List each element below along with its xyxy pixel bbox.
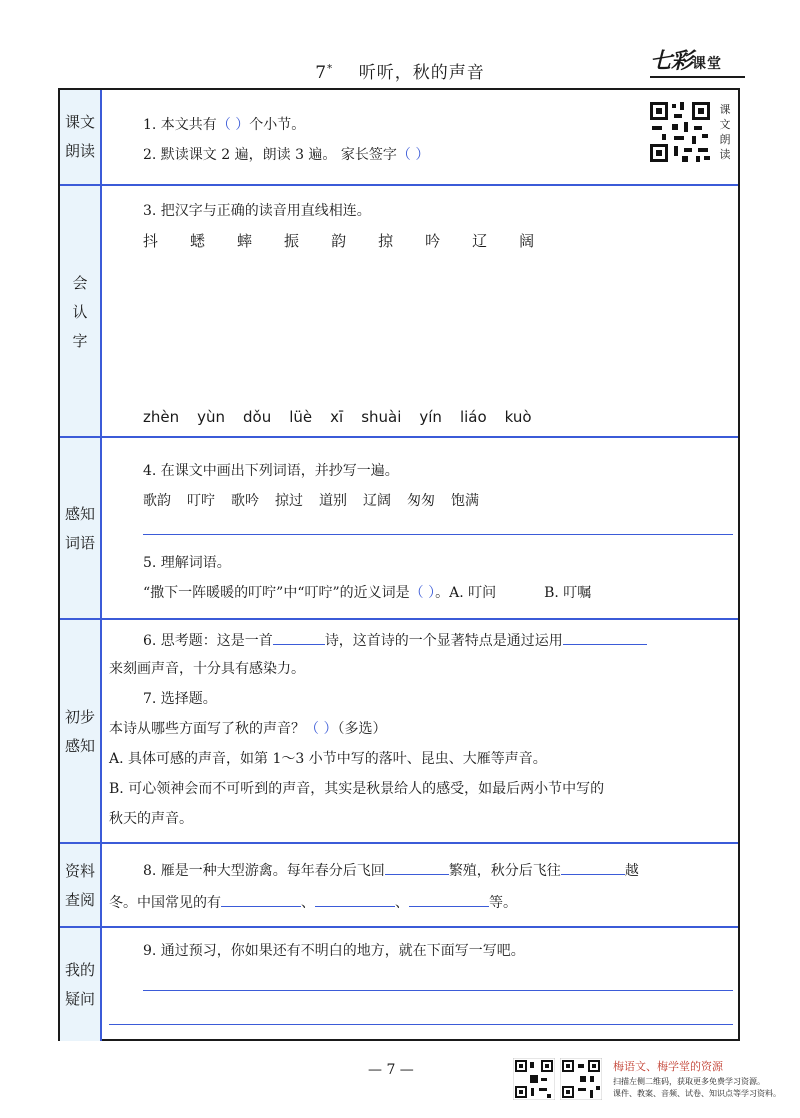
writing-line[interactable] <box>143 990 733 991</box>
question-1: 1. 本文共有（ ）个小节。 <box>143 117 306 133</box>
option-b-cont: 秋天的声音。 <box>109 811 193 827</box>
answer-blank[interactable] <box>563 630 647 645</box>
pinyin[interactable]: xī <box>330 408 344 426</box>
character[interactable]: 抖 <box>143 232 159 250</box>
word-list <box>143 490 479 510</box>
pinyin[interactable]: shuài <box>361 408 402 426</box>
word: 道别 <box>319 493 347 509</box>
question-7: 7. 选择题。 <box>143 691 217 707</box>
word: 辽阔 <box>363 493 391 509</box>
answer-blank[interactable] <box>221 892 301 907</box>
character[interactable]: 辽 <box>472 232 488 250</box>
section-label: 我的 疑问 <box>60 928 102 1041</box>
section-label: 感知 词语 <box>60 438 102 620</box>
brand-sub: 课堂 <box>692 56 723 72</box>
section-label: 资料 查阅 <box>60 844 102 928</box>
answer-paren[interactable]: （ ） <box>216 117 250 133</box>
section-label: 课文 朗读 <box>60 90 102 184</box>
section-reading <box>60 90 738 184</box>
page-number: — 7 — <box>368 1062 414 1078</box>
question-8: 8. 雁是一种大型游禽。每年春分后飞回 繁殖，秋分后飞往 越 <box>143 860 639 880</box>
answer-blank[interactable] <box>315 892 395 907</box>
answer-blank[interactable] <box>561 860 625 875</box>
character[interactable]: 韵 <box>331 232 347 250</box>
section-vocabulary <box>60 436 738 620</box>
pinyin[interactable]: liáo <box>459 408 487 426</box>
brand-name: 七彩 <box>650 49 693 74</box>
word: 歌韵 <box>143 493 171 509</box>
signature-paren[interactable]: （ ） <box>396 147 430 163</box>
option-b: B. 叮嘱 <box>544 585 592 601</box>
qr-code-icon[interactable] <box>648 100 712 164</box>
character[interactable]: 吟 <box>425 232 441 250</box>
question-6-cont: 来刻画声音，十分具有感染力。 <box>109 661 305 677</box>
pinyin[interactable]: yín <box>419 408 442 426</box>
qr-caption: 课 文 朗 读 <box>719 103 731 161</box>
word: 饱满 <box>451 493 479 509</box>
section-research <box>60 842 738 928</box>
pinyin[interactable]: kuò <box>504 408 532 426</box>
section-questions <box>60 926 738 1041</box>
question-6: 6. 思考题：这是一首 诗，这首诗的一个显著特点是通过运用 <box>143 630 647 650</box>
answer-paren[interactable]: （ ） <box>409 585 436 601</box>
word: 歌吟 <box>231 493 259 509</box>
character-list <box>143 230 534 251</box>
word: 掠过 <box>275 493 303 509</box>
section-label: 初步 感知 <box>60 620 102 844</box>
character[interactable]: 蟋 <box>190 232 206 250</box>
question-7-stem: 本诗从哪些方面写了秋的声音？（ ）（多选） <box>109 721 387 737</box>
option-a: A. 具体可感的声音，如第 1～3 小节中写的落叶、昆虫、大雁等声音。 <box>109 751 547 767</box>
word: 匆匆 <box>407 493 435 509</box>
answer-paren[interactable]: （ ） <box>305 721 338 737</box>
writing-line[interactable] <box>109 1024 733 1025</box>
answer-blank[interactable] <box>273 630 325 645</box>
pinyin[interactable]: zhèn <box>143 408 180 426</box>
question-5: 5. 理解词语。 <box>143 555 231 571</box>
pinyin[interactable]: yùn <box>197 408 226 426</box>
character[interactable]: 掠 <box>378 232 394 250</box>
pinyin[interactable]: lüè <box>289 408 313 426</box>
character[interactable]: 蟀 <box>237 232 253 250</box>
question-9: 9. 通过预习，你如果还有不明白的地方，就在下面写一写吧。 <box>143 943 525 959</box>
pinyin[interactable]: dǒu <box>243 408 272 426</box>
question-8-cont: 冬。中国常见的有 、 、 等。 <box>109 892 517 912</box>
section-label: 会 认 字 <box>60 186 102 438</box>
question-5-stem: “撒下一阵暖暖的叮咛”中“叮咛”的近义词是（ ）。A. 叮问 B. 叮嘱 <box>143 585 592 601</box>
option-b: B. 可心领神会而不可听到的声音，其实是秋景给人的感受，如最后两小节中写的 <box>109 781 605 797</box>
qr-code-icon[interactable] <box>513 1058 555 1100</box>
question-2: 2. 默读课文 2 遍，朗读 3 遍。 家长签字（ ） <box>143 147 430 163</box>
section-comprehension <box>60 618 738 844</box>
section-characters <box>60 184 738 438</box>
worksheet-table <box>58 88 740 1041</box>
answer-blank[interactable] <box>385 860 449 875</box>
question-4: 4. 在课文中画出下列词语，并抄写一遍。 <box>143 463 399 479</box>
pinyin-list <box>143 408 532 426</box>
word: 叮咛 <box>187 493 215 509</box>
answer-blank[interactable] <box>409 892 489 907</box>
question-3: 3. 把汉字与正确的读音用直线相连。 <box>143 203 371 219</box>
character[interactable]: 阔 <box>519 232 535 250</box>
copy-writing-line[interactable] <box>143 534 733 535</box>
character[interactable]: 振 <box>284 232 300 250</box>
lesson-number: 7 <box>315 63 328 83</box>
qr-code-icon[interactable] <box>560 1058 602 1100</box>
promo-title: 梅语文、梅学堂的资源 <box>613 1060 723 1073</box>
promo-text: 扫描左侧二维码，获取更多免费学习资源。 课件、教案、音频、试卷、知识点等学习资料。 <box>613 1077 781 1098</box>
lesson-title-text: 听听，秋的声音 <box>358 63 485 83</box>
brand-logo <box>650 44 750 74</box>
lesson-mark: * <box>327 63 334 75</box>
